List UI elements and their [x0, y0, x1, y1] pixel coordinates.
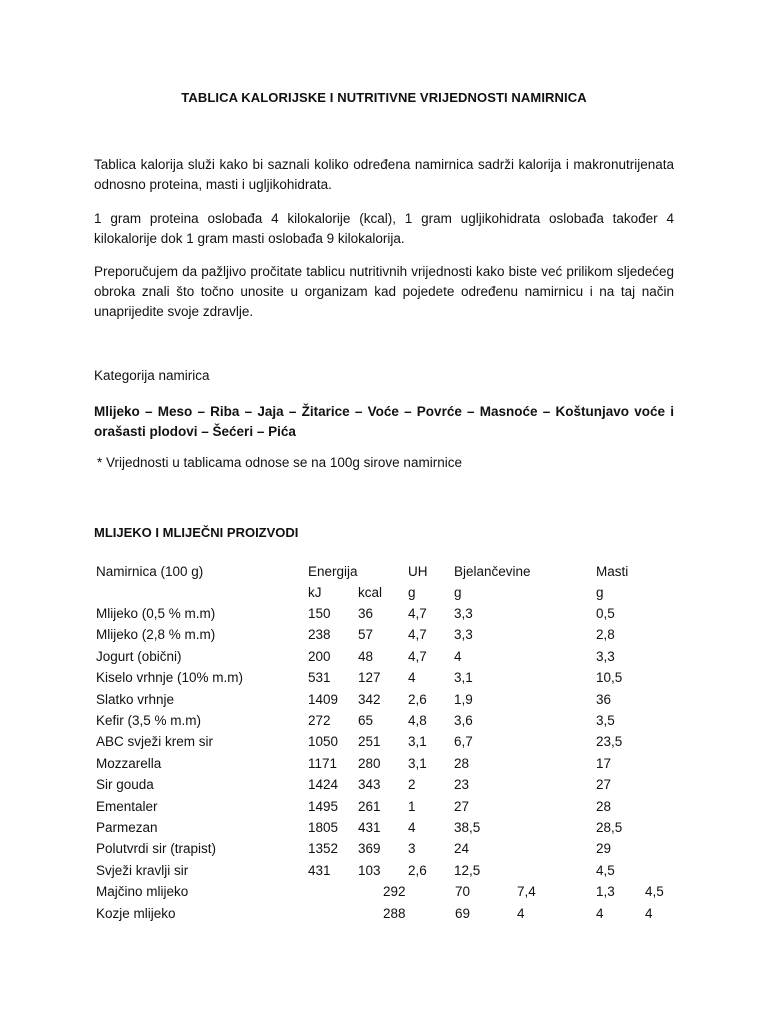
- cell-uh: 4: [517, 905, 525, 921]
- table-row: [0, 818, 768, 838]
- cell-name: Slatko vrhnje: [96, 691, 175, 707]
- unit-kcal: kcal: [358, 585, 383, 600]
- category-label: Kategorija namirica: [94, 368, 210, 383]
- cell-name: Polutvrdi sir (trapist): [96, 841, 217, 857]
- cell-name: Parmezan: [96, 820, 158, 835]
- table-row: [0, 904, 768, 924]
- table-row: [0, 839, 768, 859]
- cell-fat: 0,5: [596, 606, 615, 621]
- table-row: [0, 625, 768, 645]
- table-row: [0, 604, 768, 624]
- cell-fat: 3,5: [596, 713, 615, 728]
- cell-kj: 288: [383, 905, 406, 921]
- table-row: [0, 754, 768, 774]
- cell-kj: 200: [308, 648, 331, 664]
- cell-kcal: 36: [358, 606, 374, 621]
- cell-name: Jogurt (obični): [96, 648, 182, 664]
- cell-name: Mlijeko (2,8 % m.m): [96, 627, 216, 643]
- cell-protein: 6,7: [454, 734, 473, 750]
- cell-name: Ementaler: [96, 798, 158, 814]
- cell-kcal: 69: [455, 905, 471, 921]
- cell-uh: 2,6: [408, 691, 427, 707]
- cell-kj: 150: [308, 606, 331, 621]
- cell-kj: 272: [308, 713, 331, 728]
- cell-kcal: 280: [358, 755, 381, 771]
- table-row: [0, 711, 768, 731]
- cell-kj: 292: [383, 884, 406, 900]
- cell-protein: 3,6: [454, 713, 473, 728]
- unit-kj: kJ: [308, 585, 322, 600]
- cell-uh: 4,8: [408, 713, 427, 728]
- cell-kcal: 343: [358, 777, 381, 793]
- table-header-row: [0, 562, 768, 582]
- header-protein: Bjelančevine: [454, 564, 531, 579]
- table-row: [0, 732, 768, 752]
- cell-fat: 3,3: [596, 648, 615, 664]
- cell-uh: 4,7: [408, 606, 427, 621]
- cell-protein: 38,5: [454, 820, 481, 835]
- cell-fat: 23,5: [596, 734, 623, 750]
- cell-kj: 1805: [308, 820, 339, 835]
- table-row: [0, 882, 768, 902]
- cell-uh: 1: [408, 798, 416, 814]
- cell-protein: 1,9: [454, 691, 473, 707]
- cell-kcal: 369: [358, 841, 381, 857]
- table-row: [0, 647, 768, 667]
- cell-protein: 28: [454, 755, 470, 771]
- cell-name: Svježi kravlji sir: [96, 862, 189, 878]
- cell-protein: 27: [454, 798, 470, 814]
- cell-name: Sir gouda: [96, 777, 154, 793]
- cell-uh: 4: [408, 670, 416, 686]
- cell-kj: 431: [308, 862, 331, 878]
- cell-fat: 36: [596, 691, 612, 707]
- cell-kcal: 251: [358, 734, 381, 750]
- cell-kcal: 431: [358, 820, 381, 835]
- cell-name: ABC svježi krem sir: [96, 734, 214, 750]
- cell-fat: 28: [596, 798, 612, 814]
- cell-uh: 4,7: [408, 648, 427, 664]
- cell-protein: 24: [454, 841, 470, 857]
- cell-fat: 4: [645, 905, 653, 921]
- cell-uh: 3,1: [408, 734, 427, 750]
- cell-fat: 17: [596, 755, 612, 771]
- cell-fat: 2,8: [596, 627, 615, 643]
- cell-kcal: 70: [455, 884, 471, 900]
- cell-uh: 7,4: [517, 884, 536, 900]
- cell-name: Kiselo vrhnje (10% m.m): [96, 670, 244, 686]
- values-note: * Vrijednosti u tablicama odnose se na 100g sirove namirnice: [97, 455, 462, 470]
- table-row: [0, 861, 768, 881]
- cell-kcal: 342: [358, 691, 381, 707]
- unit-fat: g: [596, 585, 604, 600]
- cell-protein: 3,3: [454, 606, 473, 621]
- cell-name: Kefir (3,5 % m.m): [96, 713, 202, 728]
- cell-fat: 10,5: [596, 670, 623, 686]
- cell-name: Kozje mlijeko: [96, 905, 176, 921]
- cell-fat: 4,5: [596, 862, 615, 878]
- header-energy: Energija: [308, 564, 358, 579]
- cell-name: Mlijeko (0,5 % m.m): [96, 606, 216, 621]
- unit-protein: g: [454, 585, 462, 600]
- table-row: [0, 668, 768, 688]
- cell-uh: 2: [408, 777, 416, 793]
- cell-protein: 3,3: [454, 627, 473, 643]
- cell-kcal: 127: [358, 670, 381, 686]
- cell-uh: 3,1: [408, 755, 427, 771]
- cell-uh: 4,7: [408, 627, 427, 643]
- table-row: [0, 690, 768, 710]
- cell-fat: 27: [596, 777, 612, 793]
- header-uh: UH: [408, 564, 428, 579]
- recommendation-paragraph: Preporučujem da pažljivo pročitate tablicu nutritivnih vrijednosti kako biste već prilikom sljedećeg obroka znali što točno unosite u organizam kad pojedete određenu namirnicu i na taj način unaprijedite svoje zdravlje.: [94, 264, 674, 319]
- cell-kj: 1352: [308, 841, 339, 857]
- cell-protein: 23: [454, 777, 470, 793]
- intro-paragraph: Tablica kalorija služi kako bi saznali koliko određena namirnica sadrži kalorija i makronutrijenata odnosno proteina, masti i ugljikohidrata.: [94, 157, 674, 192]
- category-list: Mlijeko – Meso – Riba – Jaja – Žitarice – Voće – Povrće – Masnoće – Koštunjavo voće i orašasti plodovi – Šećeri – Pića: [94, 404, 674, 439]
- cell-uh: 3: [408, 841, 416, 857]
- table-row: [0, 797, 768, 817]
- cell-kj: 238: [308, 627, 331, 643]
- table-units-row: [0, 583, 768, 603]
- cell-kcal: 103: [358, 862, 381, 878]
- cell-uh: 4: [408, 820, 416, 835]
- table-row: [0, 775, 768, 795]
- section-title: MLIJEKO I MLIJEČNI PROIZVODI: [94, 525, 299, 540]
- cell-protein: 3,1: [454, 670, 473, 686]
- cell-name: Mozzarella: [96, 755, 162, 771]
- cell-kcal: 65: [358, 713, 374, 728]
- cell-kj: 1171: [308, 755, 338, 771]
- cell-kj: 1424: [308, 777, 339, 793]
- calorie-paragraph: 1 gram proteina oslobađa 4 kilokalorije (kcal), 1 gram ugljikohidrata oslobađa također 4 kilokalorije dok 1 gram masti oslobađa 9 kilokalorija.: [94, 211, 674, 246]
- cell-kcal: 48: [358, 648, 374, 664]
- unit-uh: g: [408, 585, 416, 600]
- cell-protein: 4: [596, 905, 604, 921]
- cell-kj: 1409: [308, 691, 339, 707]
- header-name: Namirnica (100 g): [96, 564, 204, 579]
- document-title: TABLICA KALORIJSKE I NUTRITIVNE VRIJEDNOSTI NAMIRNICA: [181, 90, 587, 105]
- cell-kj: 531: [308, 670, 331, 686]
- cell-fat: 4,5: [645, 884, 664, 900]
- cell-protein: 4: [454, 648, 462, 664]
- cell-name: Majčino mlijeko: [96, 884, 189, 900]
- cell-protein: 1,3: [596, 884, 615, 900]
- cell-kj: 1495: [308, 798, 339, 814]
- cell-fat: 29: [596, 841, 612, 857]
- header-fat: Masti: [596, 564, 629, 579]
- cell-kj: 1050: [308, 734, 339, 750]
- cell-fat: 28,5: [596, 820, 623, 835]
- cell-uh: 2,6: [408, 862, 427, 878]
- cell-protein: 12,5: [454, 862, 481, 878]
- cell-kcal: 57: [358, 627, 374, 643]
- cell-kcal: 261: [358, 798, 381, 814]
